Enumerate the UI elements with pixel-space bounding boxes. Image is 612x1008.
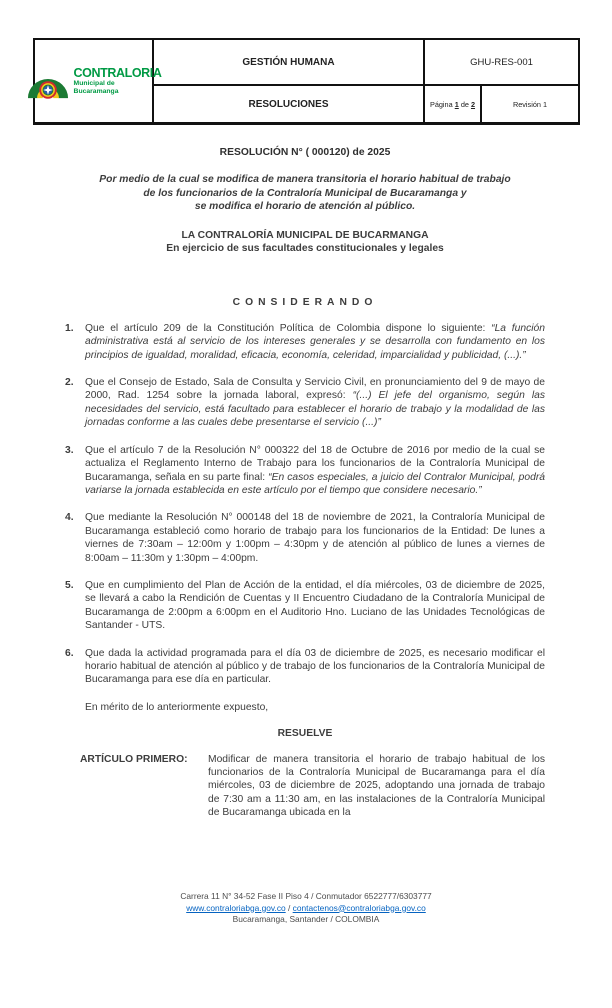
item-text: Que el Consejo de Estado, Sala de Consulta y Servicio Civil, en pronunciamiento del 9 de mayo de 2000, Rad. 1254 sobre la jornada laboral, expresó: “(...) El jefe del organismo, según las necesidades del servicio, está facultado para establecer el horario de trabajo y la modalidad de las jornadas conforme a las cuales debe presentarse el servicio (...)” [85, 377, 546, 429]
considerando-item [65, 579, 545, 633]
considerando-item [65, 322, 545, 362]
resolution-subtitle-line: Por medio de la cual se modifica de manera transitoria el horario habitual de trabajo [99, 174, 511, 186]
considerando-item [65, 444, 545, 498]
item-text: Que mediante la Resolución N° 000148 del 18 de noviembre de 2021, la Contraloría Municipal de Bucaramanga estableció como horario de trabajo para los funcionarios de la Entidad: De lunes a viernes de 7:30am – 12:00m y 1:00pm – 4:30pm y de atención al público de lunes a viernes de 8:00am – 11:30m y 1:30pm – 4:00pm. [85, 512, 545, 564]
item-text: Que dada la actividad programada para el día 03 de diciembre de 2025, es necesario modificar el horario habitual de atención al público y de trabajo de los funcionarios de la Contraloría Municipal de Bucaramanga para ese día en particular. [85, 647, 545, 686]
item-number: 4. [65, 512, 74, 524]
item-text: Que el artículo 209 de la Constitución Política de Colombia dispone lo siguiente: “La función administrativa está al servicio de los intereses generales y se desarrolla con fundamento en los principios de igualdad, moralidad, eficacia, economía, celeridad, imparcialidad y publicidad, (...).” [85, 322, 545, 361]
item-number: 3. [65, 444, 74, 456]
article-primero [65, 753, 545, 820]
header-page-indicator [425, 86, 482, 122]
org-block [65, 229, 545, 256]
closing-paragraph: En mérito de lo anteriormente expuesto, [85, 701, 269, 713]
footer-links-line [0, 903, 612, 915]
org-name: LA CONTRALORÍA MUNICIPAL DE BUCARMANGA [181, 229, 429, 241]
page-footer [0, 891, 612, 926]
resuelve-heading: RESUELVE [277, 728, 333, 740]
footer-link[interactable]: contactenos@contraloriabga.gov.co [292, 902, 426, 913]
footer-link[interactable]: www.contraloriabga.gov.co [186, 902, 286, 913]
page-total: 2 [470, 99, 476, 109]
contraloria-logo-icon [26, 58, 70, 105]
footer-address: Carrera 11 N° 34-52 Fase II Piso 4 / Conmutador 6522777/6303777 [180, 891, 432, 901]
considerando-list [65, 322, 545, 687]
resolution-subtitle [65, 173, 545, 213]
item-number: 2. [65, 377, 74, 389]
logo-cell [35, 40, 162, 122]
item-text: Que en cumplimiento del Plan de Acción de la entidad, el día miércoles, 03 de diciembre de 2025, se llevará a cabo la Rendición de Cuentas y II Encuentro Ciudadano de la Contraloría Municipal de Bucaramanga de 2:00pm a 6:00pm en el Auditorio Hno. Luciano de las Unidades Tecnológicas de Santander - UTS. [85, 579, 545, 632]
page-prefix: Página [429, 99, 453, 109]
header-doc-code: GHU-RES-001 [425, 40, 578, 86]
logo-text [74, 67, 162, 94]
item-number: 6. [65, 647, 74, 659]
document-body [65, 146, 545, 820]
considerando-item [65, 511, 545, 565]
footer-location: Bucaramanga, Santander / COLOMBIA [232, 914, 380, 924]
org-faculties: En ejercicio de sus facultades constitucionales y legales [166, 243, 444, 255]
footer-link-separator: / [285, 902, 293, 913]
header-doc-type: RESOLUCIONES [154, 86, 425, 122]
considerando-item [65, 647, 545, 687]
article-label: ARTÍCULO PRIMERO: [80, 753, 188, 765]
page-middle: de [460, 99, 469, 109]
item-number: 5. [65, 579, 74, 591]
logo-subtitle: Municipal de Bucaramanga [73, 80, 119, 95]
header-revision: Revisión 1 [512, 99, 548, 109]
resolution-subtitle-line: se modifica el horario de atención al público. [194, 201, 416, 213]
item-number: 1. [65, 322, 74, 334]
resolution-subtitle-line: de los funcionarios de la Contraloría Municipal de Bucaramanga y [143, 187, 467, 199]
header-process-title: GESTIÓN HUMANA [154, 40, 425, 86]
resolution-title: RESOLUCIÓN N° ( 000120) de 2025 [219, 147, 391, 158]
header-table [33, 38, 580, 125]
article-text: Modificar de manera transitoria el horario de trabajo habitual de los funcionarios de la Contraloría Municipal de Bucaramanga para el día miércoles, 03 de diciembre de 2025, adoptando una jornada de trabajo de 7:30 am a 11:30 am, en las instalaciones de la Contraloría Municipal de Bucaramanga ubicada en la [208, 753, 545, 819]
considerando-heading: CONSIDERANDO [232, 297, 378, 309]
item-text: Que el artículo 7 de la Resolución N° 000322 del 18 de Octubre de 2016 por medio de la cual se actualiza el Reglamento Interno de Trabajo para los funcionarios de la Contraloría Municipal de Bucaramanga, señala en su parte final: “En casos especiales, a juicio del Contralor Municipal, podrá variarse la jornada establecida en este artículo por el tiempo que considere necesario.” [85, 444, 545, 496]
page-current: 1 [454, 99, 459, 109]
logo-title: CONTRALORIA [73, 66, 162, 81]
considerando-item [65, 376, 545, 430]
